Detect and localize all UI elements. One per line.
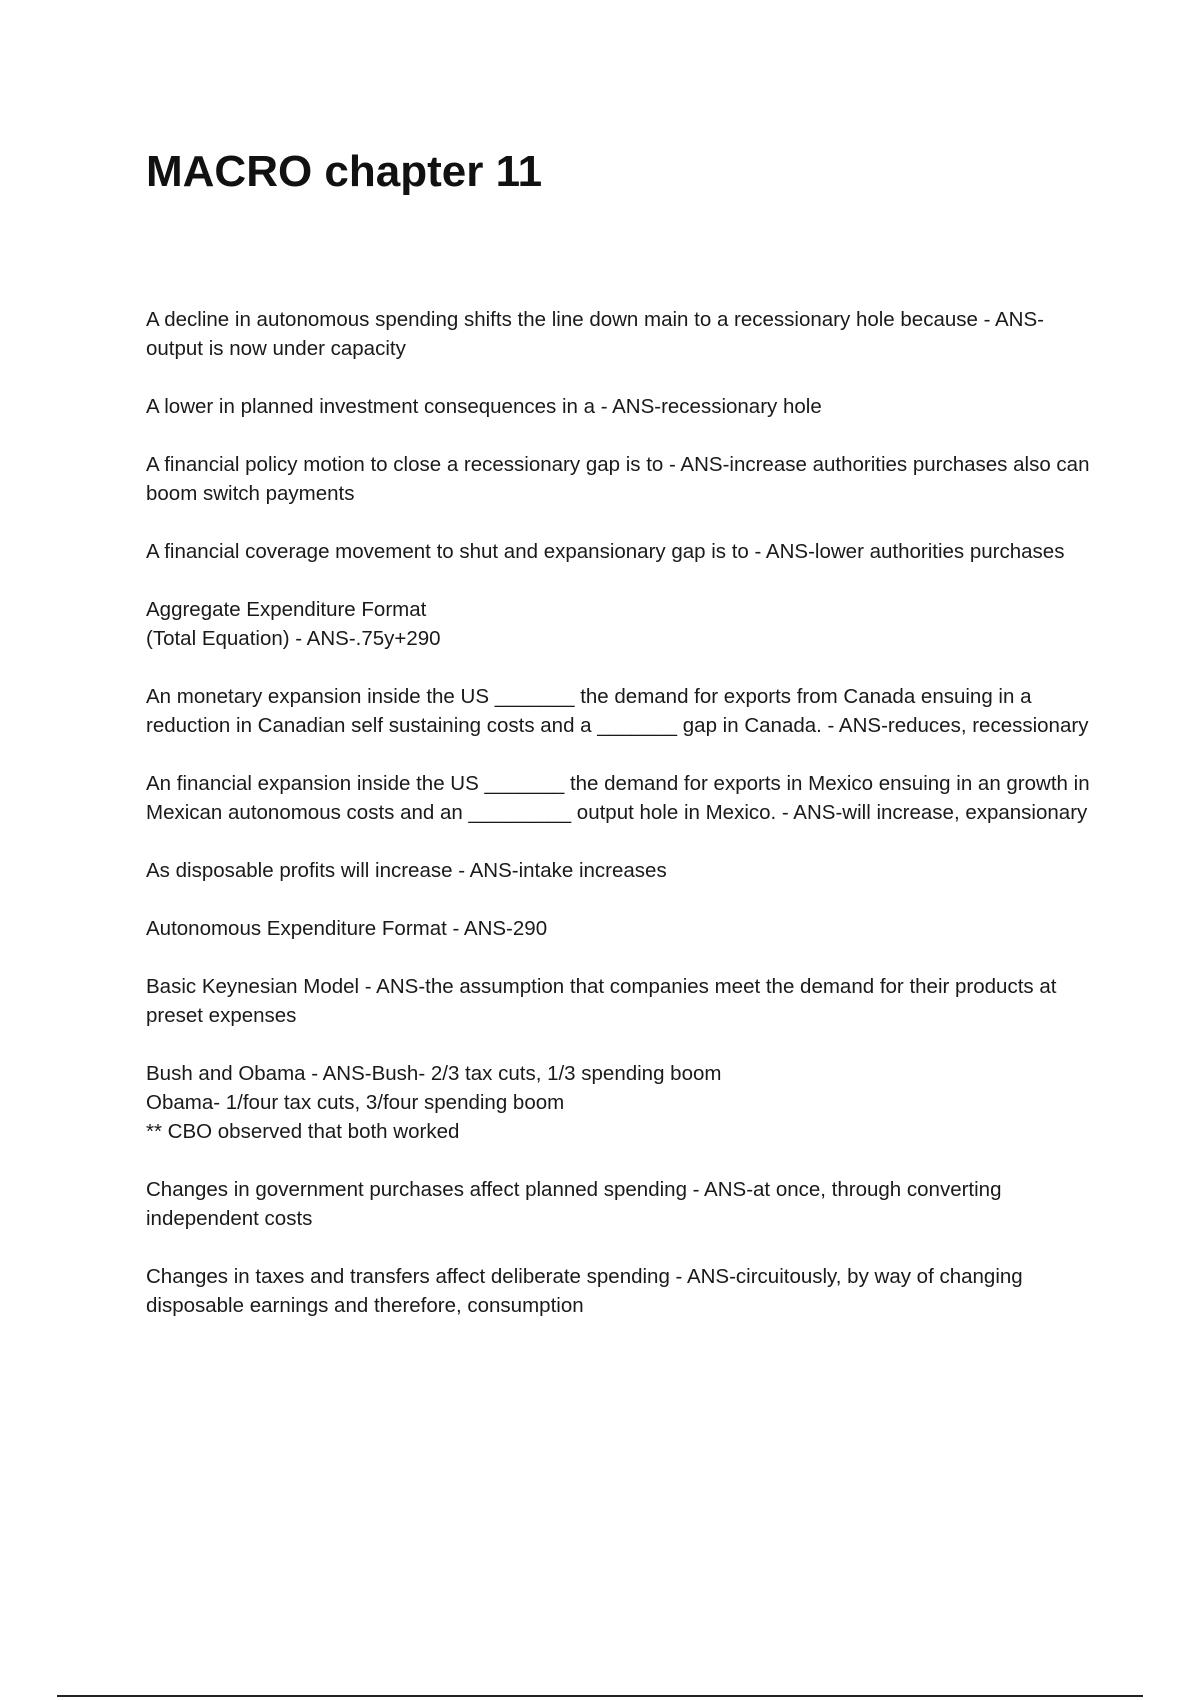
qa-text: A financial policy motion to close a recessionary gap is to - ANS-increase authorities purchases also can boom switch payments — [146, 453, 1090, 505]
qa-text: Bush and Obama - ANS-Bush- 2/3 tax cuts, 1/3 spending boom — [146, 1062, 722, 1085]
qa-text: Changes in taxes and transfers affect deliberate spending - ANS-circuitously, by way of changing disposable earnings and therefore, consumption — [146, 1265, 1023, 1317]
qa-text: A lower in planned investment consequences in a - ANS-recessionary hole — [146, 395, 822, 418]
qa-text: An financial expansion inside the US _______ the demand for exports in Mexico ensuing in an growth in Mexican autonomous costs and an _________ output hole in Mexico. - ANS-will increase, expansionary — [146, 772, 1090, 824]
qa-item — [146, 972, 1096, 1030]
qa-text: An monetary expansion inside the US _______ the demand for exports from Canada ensuing in a reduction in Canadian self sustaining costs and a _______ gap in Canada. - ANS-reduces, recessionary — [146, 685, 1089, 737]
qa-text: A decline in autonomous spending shifts the line down main to a recessionary hole because - ANS-output is now under capacity — [146, 308, 1044, 360]
qa-item — [146, 682, 1096, 740]
qa-item — [146, 914, 1096, 943]
qa-item — [146, 450, 1096, 508]
qa-item — [146, 1059, 1096, 1146]
qa-item — [146, 595, 1096, 653]
qa-item — [146, 856, 1096, 885]
qa-item — [146, 769, 1096, 827]
qa-item — [146, 392, 1096, 421]
qa-text: Aggregate Expenditure Format — [146, 598, 427, 621]
qa-list — [146, 305, 1096, 1349]
qa-text: (Total Equation) - ANS-.75y+290 — [146, 627, 441, 650]
qa-item — [146, 1262, 1096, 1320]
qa-text: Autonomous Expenditure Format - ANS-290 — [146, 917, 548, 940]
qa-item — [146, 305, 1096, 363]
qa-text: As disposable profits will increase - ANS-intake increases — [146, 859, 667, 882]
qa-item — [146, 1175, 1096, 1233]
qa-text: A financial coverage movement to shut and expansionary gap is to - ANS-lower authorities purchases — [146, 540, 1065, 563]
qa-text: Changes in government purchases affect planned spending - ANS-at once, through converting independent costs — [146, 1178, 1002, 1230]
qa-text: Obama- 1/four tax cuts, 3/four spending boom — [146, 1091, 565, 1114]
qa-text: ** CBO observed that both worked — [146, 1120, 460, 1143]
qa-item — [146, 537, 1096, 566]
page-bottom-rule — [57, 1695, 1143, 1697]
qa-text: Basic Keynesian Model - ANS-the assumption that companies meet the demand for their products at preset expenses — [146, 975, 1057, 1027]
document-title: MACRO chapter 11 — [146, 147, 543, 196]
